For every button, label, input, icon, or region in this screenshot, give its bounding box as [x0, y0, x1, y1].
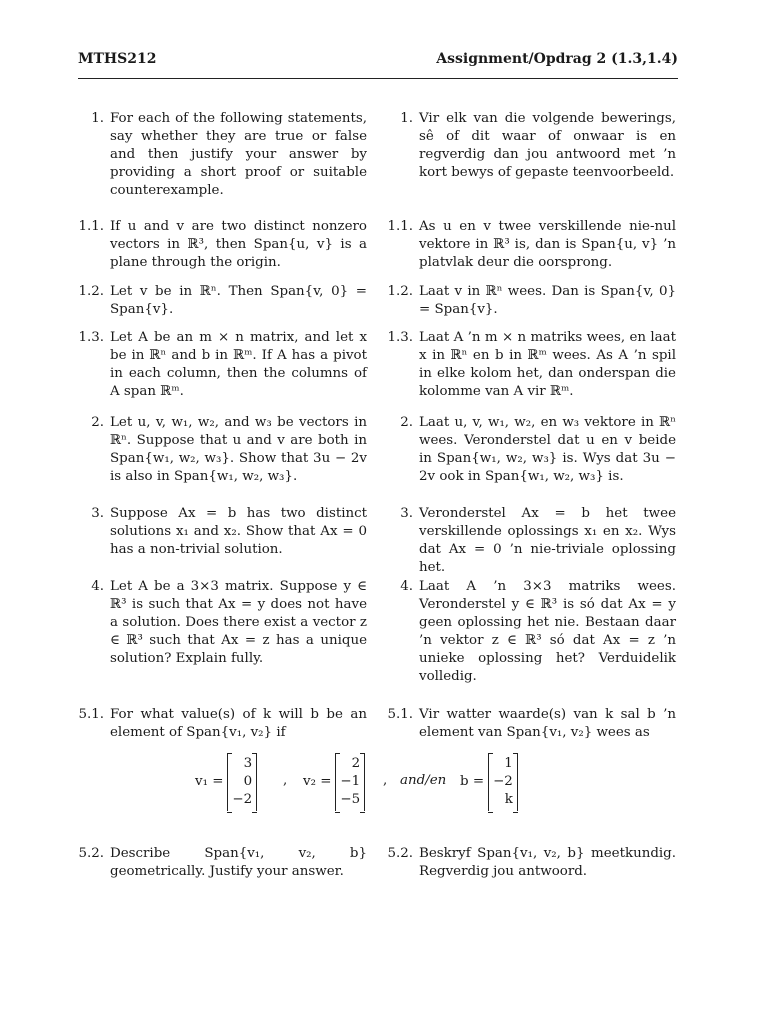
question-number: 2.: [400, 415, 413, 430]
question-number: 3.: [91, 506, 104, 521]
question-en: [72, 706, 367, 742]
question-text: For what value(s) of k will b be an element of Span{v₁, v₂} if: [110, 707, 367, 740]
question-number: 5.2.: [78, 846, 104, 861]
question-number: 3.: [400, 506, 413, 521]
vector-entry: 2: [351, 756, 361, 771]
question-af: [381, 706, 676, 742]
question-af: [381, 283, 676, 319]
vector-label: v₁ =: [195, 774, 224, 789]
question-number: 5.1.: [78, 707, 104, 722]
vector-entry: −5: [340, 792, 361, 807]
question-text: Laat v in ℝⁿ wees. Dan is Span{v, 0} = Span{v}.: [419, 284, 676, 317]
question-number: 1.2.: [78, 284, 104, 299]
assignment-title: Assignment/Opdrag 2 (1.3,1.4): [436, 51, 678, 67]
question-en: [72, 505, 367, 559]
question-af: [381, 110, 676, 182]
question-number: 1.2.: [387, 284, 413, 299]
question-text: Suppose Ax = b has two distinct solutions x₁ and x₂. Show that Ax = 0 has a non-trivial solution.: [110, 506, 367, 557]
question-text: Let u, v, w₁, w₂, and w₃ be vectors in ℝⁿ. Suppose that u and v are both in Span{w₁, w₂, w₃}. Show that 3u − 2v is also in Span{w₁, w₂, w₃}.: [110, 415, 367, 484]
course-code: MTHS212: [78, 51, 157, 67]
question-number: 1.: [91, 111, 104, 126]
and-word: and/en: [400, 773, 447, 788]
separator-comma: ,: [383, 773, 388, 788]
question-number: 4.: [400, 579, 413, 594]
question-en: [72, 845, 367, 881]
vector-entry: 3: [243, 756, 253, 771]
vector-label: b =: [460, 774, 485, 789]
question-af: [381, 845, 676, 881]
question-text: If u and v are two distinct nonzero vectors in ℝ³, then Span{u, v} is a plane through the origin.: [110, 219, 367, 270]
question-text: Laat u, v, w₁, w₂, en w₃ vektore in ℝⁿ wees. Veronderstel dat u en v beide in Span{w₁, w₂, w₃} is. Wys dat 3u − 2v ook in Span{w₁, w₂, w₃} is.: [419, 415, 676, 484]
question-number: 1.: [400, 111, 413, 126]
question-number: 4.: [91, 579, 104, 594]
question-text: Laat A ’n m × n matriks wees, en laat x in ℝⁿ en b in ℝᵐ wees. As A ’n spil in elke kolom het, dan onderspan die kolomme van A vir ℝᵐ.: [419, 330, 676, 399]
column-vector: [227, 753, 257, 811]
question-number: 1.1.: [387, 219, 413, 234]
vector-v2: [303, 752, 365, 812]
question-en: [72, 414, 367, 486]
vector-entry: −1: [340, 774, 361, 789]
column-vector: [488, 753, 518, 811]
question-text: Vir elk van die volgende bewerings, sê of dit waar of onwaar is en regverdig dan jou antwoord met ’n kort bewys of gepaste teenvoorbeeld.: [419, 111, 676, 180]
vector-entry: −2: [493, 774, 513, 789]
question-number: 5.1.: [387, 707, 413, 722]
header-rule: [78, 78, 678, 79]
vector-label: v₂ =: [303, 774, 332, 789]
question-text: Veronderstel Ax = b het twee verskillende oplossings x₁ en x₂. Wys dat Ax = 0 ’n nie-triviale oplossing het.: [419, 506, 676, 575]
question-en: [72, 578, 367, 668]
question-af: [381, 218, 676, 272]
question-text: Laat A ’n 3×3 matriks wees. Veronderstel y ∈ ℝ³ is só dat Ax = y geen oplossing het nie. Bestaan daar ’n vektor z ∈ ℝ³ só dat Ax = z ’n unieke oplossing het? Verduidelik volledig.: [419, 579, 676, 684]
question-text: Vir watter waarde(s) van k sal b ’n element van Span{v₁, v₂} wees as: [419, 707, 676, 740]
question-text: Let A be a 3×3 matrix. Suppose y ∈ ℝ³ is such that Ax = y does not have a solution. Does there exist a vector z ∈ ℝ³ such that Ax = z has a unique solution? Explain fully.: [110, 579, 367, 666]
question-af: [381, 329, 676, 401]
vector-definitions: [195, 752, 535, 812]
question-number: 1.1.: [78, 219, 104, 234]
page-header: [78, 50, 678, 68]
question-text: Beskryf Span{v₁, v₂, b} meetkundig. Regverdig jou antwoord.: [419, 846, 676, 879]
vector-entry: k: [504, 792, 513, 807]
question-number: 1.3.: [78, 330, 104, 345]
question-af: [381, 578, 676, 686]
vector-entry: 0: [243, 774, 253, 789]
vector-entry: −2: [232, 792, 253, 807]
question-text: As u en v twee verskillende nie-nul vektore in ℝ³ is, dan is Span{u, v} ’n platvlak deur die oorsprong.: [419, 219, 676, 270]
question-number: 5.2.: [387, 846, 413, 861]
question-en: [72, 218, 367, 272]
vector-entry: 1: [504, 756, 513, 771]
question-text: Describe Span{v₁, v₂, b} geometrically. Justify your answer.: [110, 846, 367, 879]
question-en: [72, 110, 367, 200]
question-number: 2.: [91, 415, 104, 430]
question-text: Let v be in ℝⁿ. Then Span{v, 0} = Span{v}.: [110, 284, 367, 317]
question-number: 1.3.: [387, 330, 413, 345]
question-en: [72, 283, 367, 319]
question-text: For each of the following statements, say whether they are true or false and then justify your answer by providing a short proof or suitable counterexample.: [110, 111, 367, 198]
separator-comma: ,: [283, 773, 288, 788]
question-af: [381, 505, 676, 577]
question-text: Let A be an m × n matrix, and let x be in ℝⁿ and b in ℝᵐ. If A has a pivot in each column, then the columns of A span ℝᵐ.: [110, 330, 367, 399]
vector-v1: [195, 752, 257, 812]
question-af: [381, 414, 676, 486]
vector-b: [460, 752, 518, 812]
column-vector: [335, 753, 365, 811]
question-en: [72, 329, 367, 401]
